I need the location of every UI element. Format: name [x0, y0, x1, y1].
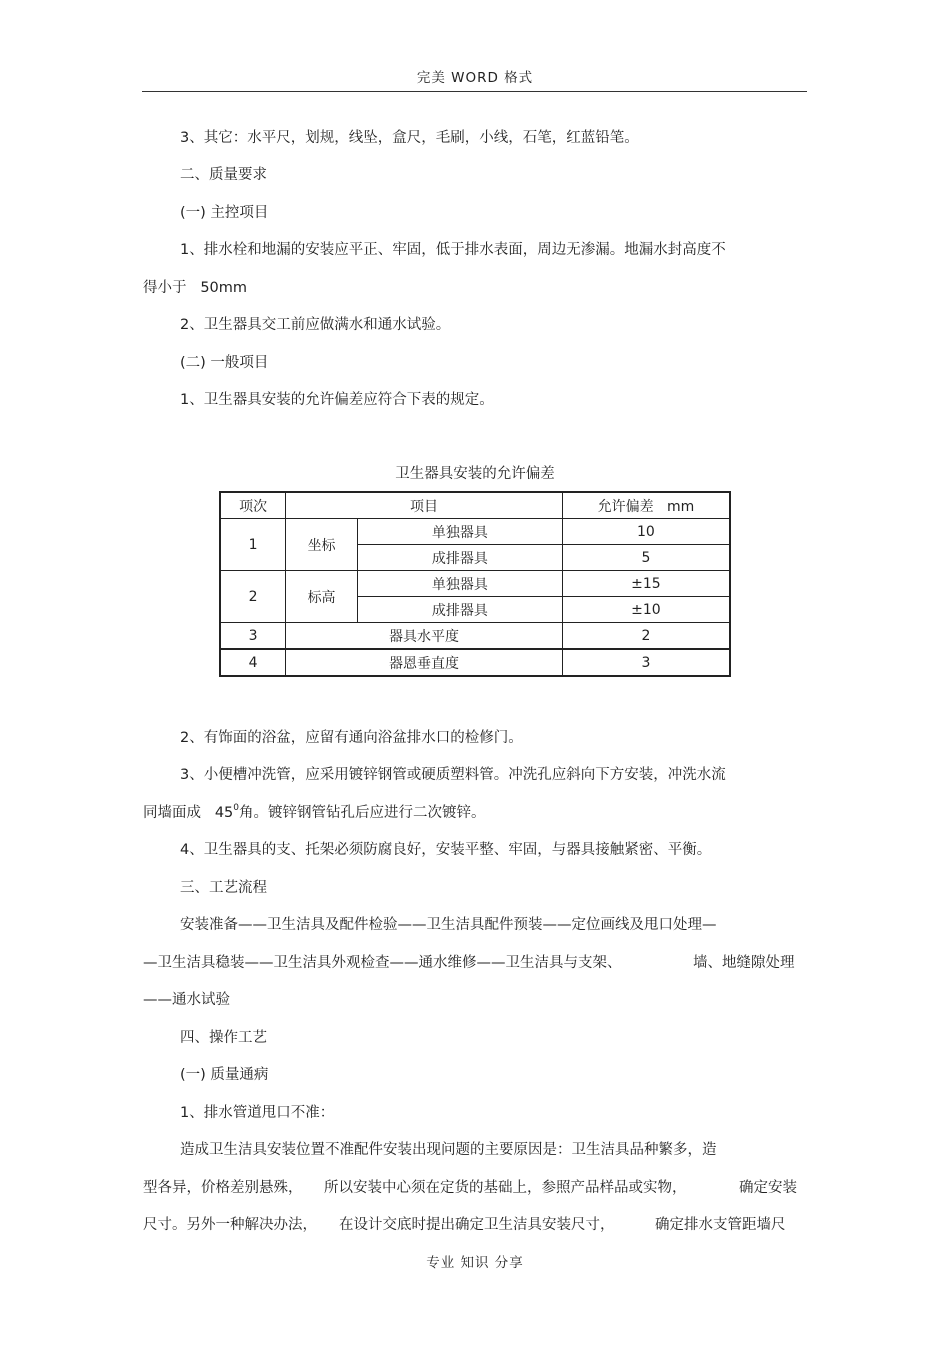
- header-tolerance: 允许偏差 mm: [562, 492, 730, 519]
- main-item-1-line-2: 得小于 50mm: [143, 280, 248, 296]
- tools-other-line: 3、其它：水平尺，划规，线坠，盒尺，毛刷，小线，石笔，红蓝铅笔。: [180, 130, 639, 146]
- general-item-3-line-2: [143, 801, 486, 822]
- quality-issues-title: (一) 质量通病: [180, 1067, 269, 1083]
- table-row: [220, 623, 730, 650]
- row-tolerance: ±15: [562, 571, 730, 597]
- main-items-title: (一) 主控项目: [180, 205, 269, 221]
- issue-1-para-line-2a: 型各异，价格差别悬殊，: [143, 1180, 303, 1196]
- process-flow-line-2b: 墙、地缝隙处理: [693, 955, 795, 971]
- general-item-3-line-1: 3、小便槽冲洗管，应采用镀锌钢管或硬质塑料管。冲洗孔应斜向下方安装，冲洗水流: [180, 767, 726, 783]
- issue-1-para-line-3c: 确定排水支管距墙尺: [655, 1217, 786, 1233]
- row-sub-item: 成排器具: [357, 597, 562, 623]
- page-footer: 专业 知识 分享: [426, 1255, 524, 1271]
- table-caption: 卫生器具安装的允许偏差: [395, 466, 555, 482]
- general-item-2: 2、有饰面的浴盆，应留有通向浴盆排水口的检修门。: [180, 730, 523, 746]
- general-item-4: 4、卫生器具的支、托架必须防腐良好，安装平整、牢固，与器具接触紧密、平衡。: [180, 842, 712, 858]
- tolerance-table: [219, 491, 731, 677]
- table-row: [220, 649, 730, 676]
- issue-1-para-line-2c: 确定安装: [739, 1180, 797, 1196]
- issue-1-para-line-2b: 所以安装中心须在定货的基础上，参照产品样品或实物，: [324, 1180, 687, 1196]
- row-no: 3: [220, 623, 286, 650]
- general-items-title: (二) 一般项目: [180, 355, 269, 371]
- issue-1-title: 1、排水管道甩口不准：: [180, 1105, 335, 1121]
- row-tolerance: 10: [562, 519, 730, 545]
- table-header-row: [220, 492, 730, 519]
- header-item: 项目: [286, 492, 563, 519]
- section-operation-title: 四、操作工艺: [180, 1030, 267, 1046]
- degree-superscript: 0: [233, 803, 240, 813]
- page-header: 完美 WORD 格式: [416, 70, 534, 86]
- process-flow-line-2a: —卫生洁具稳装——卫生洁具外观检查——通水维修——卫生洁具与支架、: [143, 955, 622, 971]
- angle-prefix: 同墙面成 45: [143, 805, 234, 821]
- table-row: [220, 571, 730, 597]
- row-tolerance: 3: [562, 649, 730, 676]
- row-sub-item: 成排器具: [357, 545, 562, 571]
- general-item-1: 1、卫生器具安装的允许偏差应符合下表的规定。: [180, 392, 494, 408]
- row-group: 标高: [286, 571, 358, 623]
- issue-1-para-line-3a: 尺寸。另外一种解决办法，: [143, 1217, 317, 1233]
- main-item-2: 2、卫生器具交工前应做满水和通水试验。: [180, 317, 451, 333]
- row-sub-item: 单独器具: [357, 519, 562, 545]
- row-tolerance: ±10: [562, 597, 730, 623]
- process-flow-line-1: 安装准备——卫生洁具及配件检验——卫生洁具配件预装——定位画线及甩口处理—: [180, 917, 717, 933]
- row-sub-item: 单独器具: [357, 571, 562, 597]
- header-no: 项次: [220, 492, 286, 519]
- issue-1-para-line-1: 造成卫生洁具安装位置不准配件安装出现问题的主要原因是：卫生洁具品种繁多，造: [180, 1142, 717, 1158]
- row-group: 坐标: [286, 519, 358, 571]
- section-quality-title: 二、质量要求: [180, 167, 267, 183]
- row-tolerance: 2: [562, 623, 730, 650]
- header-rule: [142, 91, 807, 92]
- row-tolerance: 5: [562, 545, 730, 571]
- row-item: 器恩垂直度: [286, 649, 563, 676]
- angle-suffix: 角。镀锌钢管钻孔后应进行二次镀锌。: [239, 805, 486, 821]
- section-process-title: 三、工艺流程: [180, 880, 267, 896]
- row-no: 1: [220, 519, 286, 571]
- row-no: 2: [220, 571, 286, 623]
- issue-1-para-line-3b: 在设计交底时提出确定卫生洁具安装尺寸，: [339, 1217, 615, 1233]
- process-flow-line-3: ——通水试验: [143, 992, 230, 1008]
- main-item-1-line-1: 1、排水栓和地漏的安装应平正、牢固，低于排水表面，周边无渗漏。地漏水封高度不: [180, 242, 726, 258]
- table-row: [220, 519, 730, 545]
- row-no: 4: [220, 649, 286, 676]
- row-item: 器具水平度: [286, 623, 563, 650]
